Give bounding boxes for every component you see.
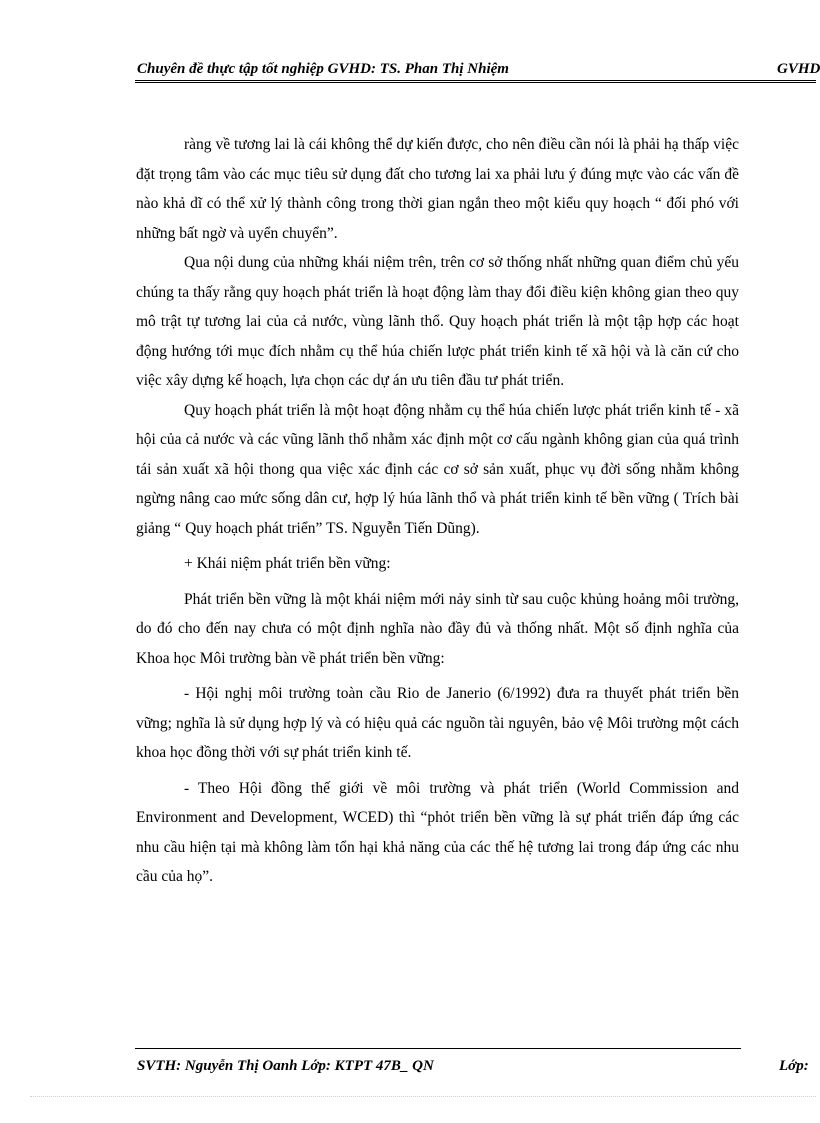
page-header <box>137 58 820 80</box>
header-right-text: GVHD <box>777 61 820 77</box>
footer-author: SVTH: Nguyễn Thị Oanh Lớp: KTPT 47B_ QN <box>137 1058 434 1074</box>
paragraph: Phát triển bền vững là một khái niệm mới nảy sinh từ sau cuộc khủng hoảng môi trường, do đó cho đến nay chưa có một định nghĩa nào đầy đủ và thống nhất. Một số định nghĩa của Khoa học Môi trường bàn về phát triển bền vững: <box>136 590 739 667</box>
header-divider <box>135 80 816 83</box>
paragraph: - Hội nghị môi trường toàn cầu Rio de Janerio (6/1992) đưa ra thuyết phát triển bền vững; nghĩa là sử dụng hợp lý và có hiệu quả các nguồn tài nguyên, bảo vệ Môi trường một cách khoa học đồng thời với sự phát triển kinh tế. <box>136 685 739 761</box>
document-body <box>136 130 739 892</box>
paragraph: Qua nội dung của những khái niệm trên, trên cơ sở thống nhất những quan điểm chủ yếu chúng ta thấy rằng quy hoạch phát triển là hoạt động làm thay đổi điều kiện không gian theo quy mô trật tự tương lai của cả nước, vùng lãnh thổ. Quy hoạch phát triển là một tập hợp các hoạt động hướng tới mục đích nhằm cụ thể húa chiến lược phát triển kinh tế xã hội và là căn cứ cho việc xây dựng kế hoạch, lựa chọn các dự án ưu tiên đầu tư phát triển. <box>136 254 739 389</box>
paragraph: ràng về tương lai là cái không thể dự kiến được, cho nên điều cần nói là phải hạ thấp việc đặt trọng tâm vào các mục tiêu sử dụng đất cho tương lai xa phải lưu ý đúng mực vào các vấn đề nào khả dĩ có thể xử lý thành công trong thời gian ngắn theo một kiểu quy hoạch “ đối phó với những bất ngờ và uyển chuyển”. <box>136 136 739 242</box>
footer-divider <box>135 1048 741 1049</box>
page-footer <box>137 1055 816 1077</box>
paragraph: Quy hoạch phát triển là một hoạt động nhằm cụ thể húa chiến lược phát triển kinh tế - xã hội của cả nước và các vũng lãnh thổ nhằm xác định một cơ cấu ngành không gian của quá trình tái sản xuất xã hội thong qua việc xác định các cơ sở sản xuất, phục vụ đời sống nhằm không ngừng nâng cao mức sống dân cư, hợp lý húa lãnh thổ và phát triển kinh tế bền vững ( Trích bài giảng “ Quy hoạch phát triển” TS. Nguyễn Tiến Dũng). <box>136 401 739 537</box>
section-heading: + Khái niệm phát triển bền vững: <box>184 555 391 572</box>
footer-right-text: Lớp: <box>779 1058 809 1074</box>
paragraph: - Theo Hội đồng thế giới về môi trường và phát triển (World Commission and Environment and Development, WCED) thì “phỏt triển bền vững là sự phát triển đáp ứng các nhu cầu hiện tại mà không làm tổn hại khả năng của các thế hệ tương lai trong đáp ứng các nhu cầu của họ”. <box>136 779 739 885</box>
header-title: Chuyên đề thực tập tốt nghiệp GVHD: TS. Phan Thị Nhiệm <box>137 61 509 77</box>
page-bottom-border <box>30 1096 816 1097</box>
